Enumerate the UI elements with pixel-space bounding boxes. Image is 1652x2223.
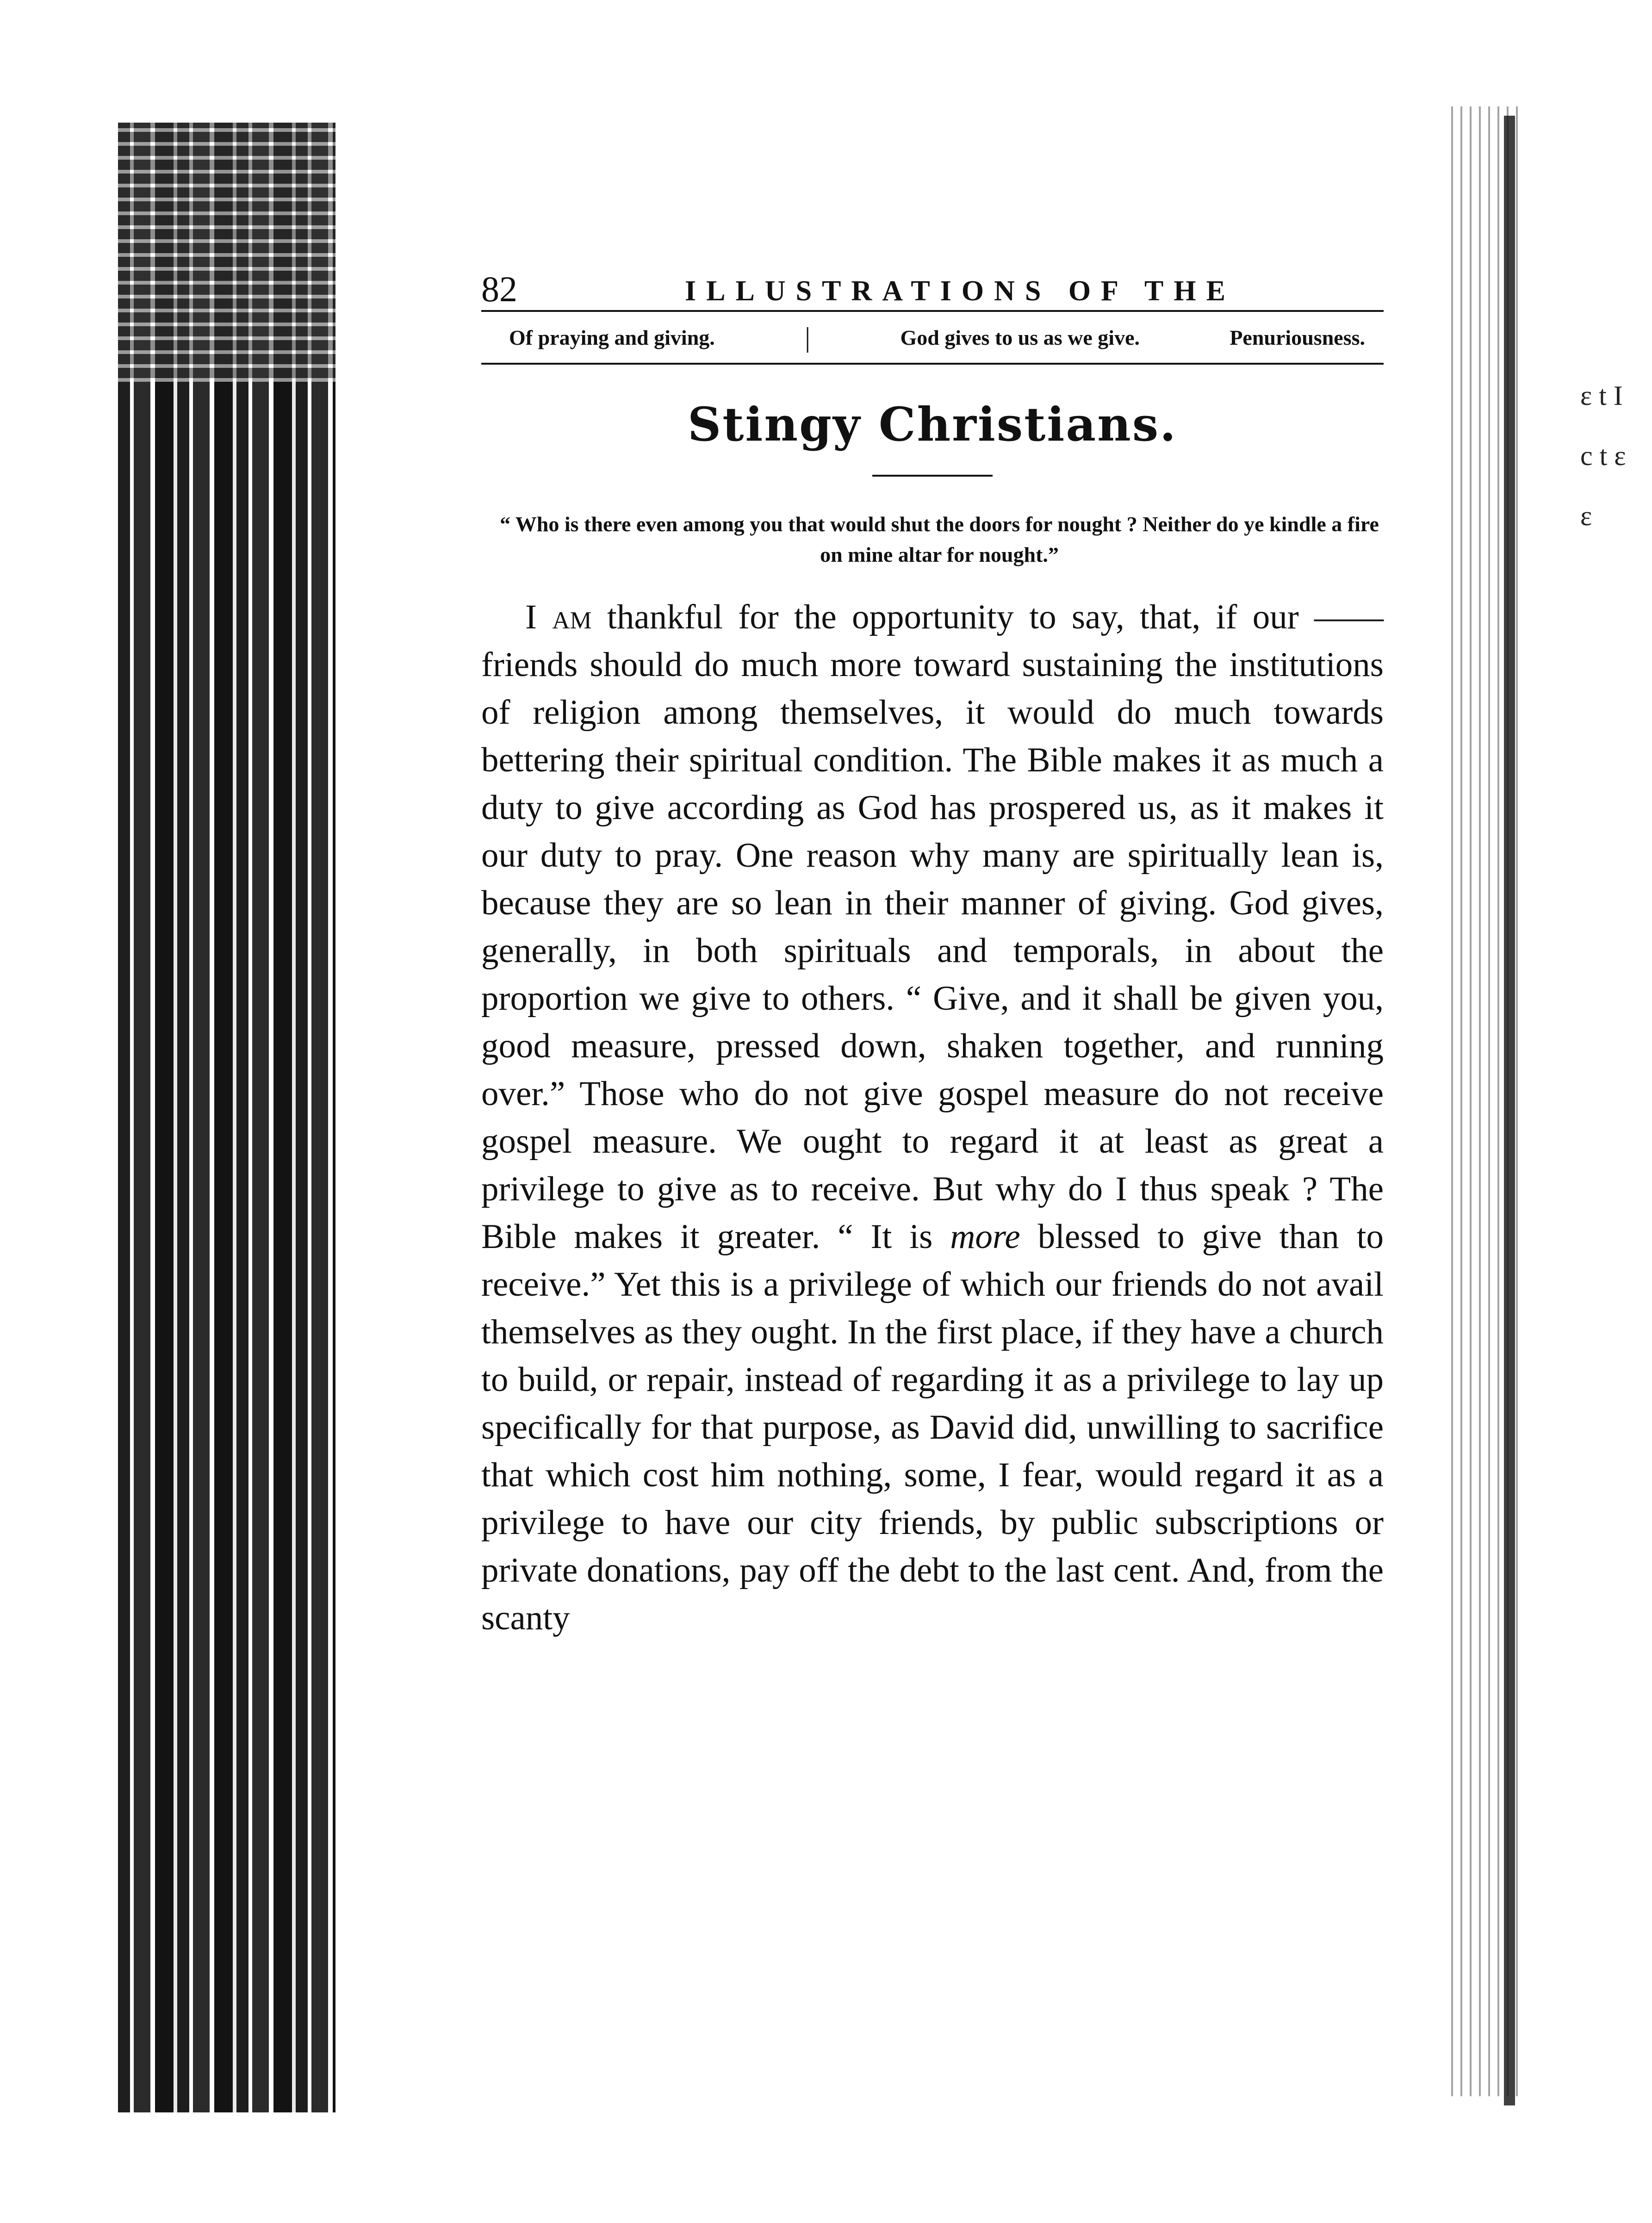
- topic-1: Of praying and giving.: [509, 325, 715, 349]
- heading-block: [481, 397, 1384, 477]
- opening-words: I am: [525, 598, 592, 636]
- body-paragraph: [481, 593, 1384, 1642]
- emphasis-word: more: [950, 1217, 1020, 1256]
- heading-rule: [872, 475, 993, 477]
- section-heading: Stingy Christians.: [687, 397, 1177, 452]
- running-title: ILLUSTRATIONS OF THE: [685, 275, 1236, 307]
- topic-bar: [481, 312, 1384, 363]
- topic-2: God gives to us as we give.: [900, 325, 1140, 349]
- page-number: 82: [481, 269, 517, 309]
- page-content: [481, 259, 1384, 1677]
- page-header: [481, 259, 1384, 310]
- header-rule-bottom: [481, 363, 1384, 365]
- topic-separator: |: [805, 322, 811, 353]
- body-text-1: thankful for the opportunity to say, that, if our —— friends should do much more toward sustaining the institutions of religion among themselves, it would do much towards bettering their spiritual condition. The Bible makes it as much a duty to give according as God has prospered us, as it makes it our duty to pray. One reason why many are spiritually lean is, because they are so lean in their manner of giving. God gives, generally, in both spirituals and temporals, in about the proportion we give to others. “ Give, and it shall be given you, good measure, pressed down, shaken together, and running over.” Those who do not give gospel measure do not receive gospel measure. We ought to regard it at least as great a privilege to give as to receive. But why do I thus speak ? The Bible makes it greater. “ It is: [481, 598, 1384, 1256]
- margin-letters: ε t I c t ε ε: [1580, 380, 1626, 531]
- epigraph: “ Who is there even among you that would shut the doors for nought ? Neither do ye kindle a fire on mine altar for nought.”: [500, 512, 1379, 566]
- body-text-2: blessed to give than to receive.” Yet this is a privilege of which our friends do not avail themselves as they ought. In the first place, if they have a church to build, or repair, instead of regarding it as a privilege to lay up specifically for that purpose, as David did, unwilling to sacrifice that which cost him nothing, some, I fear, would regard it as a privilege to have our city friends, by public subscriptions or private donations, pay off the debt to the last cent. And, from the scanty: [481, 1217, 1384, 1637]
- topic-3: Penuriousness.: [1230, 325, 1365, 349]
- left-page-edge: [118, 123, 335, 2112]
- right-edge-bar: [1504, 116, 1515, 2105]
